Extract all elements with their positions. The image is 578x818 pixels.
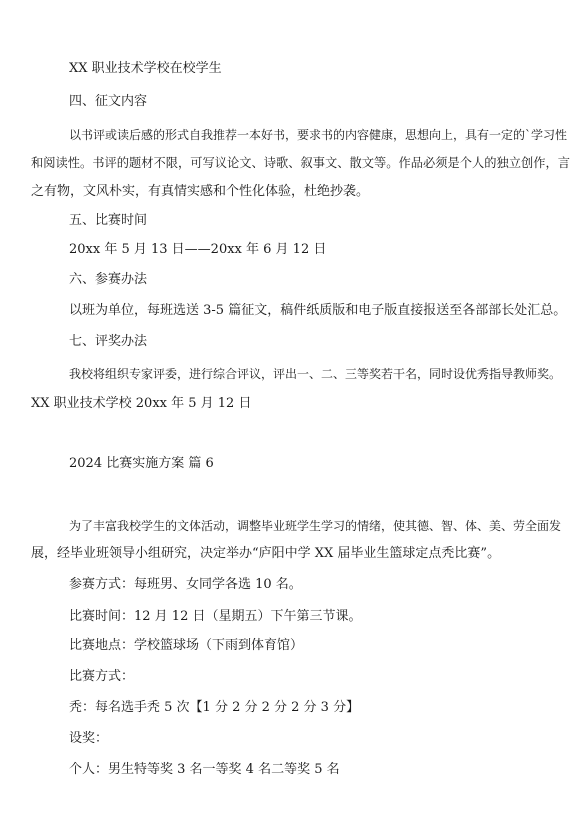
- competition-time-text: 比赛时间：12 月 12 日（星期五）下午第三节课。: [69, 609, 362, 624]
- essay-content-line-3: 之有物，文风朴实，有真情实感和个性化体验，杜绝抄袭。: [31, 184, 370, 199]
- target-participants: XX 职业技术学校在校学生: [69, 61, 222, 76]
- award-method-text: 我校将组织专家评委，进行综合评议，评出一、二、三等奖若干名，同时设优秀指导教师奖。: [69, 367, 562, 381]
- essay-content-line-2: 和阅读性。书评的题材不限，可写议论文、诗歌、叙事文、散文等。作品必须是个人的独立创作，言: [31, 156, 570, 170]
- scoring-rule-text: 秃：每名选手秃 5 次【1 分 2 分 2 分 2 分 3 分】: [69, 700, 360, 715]
- signature-date: XX 职业技术学校 20xx 年 5 月 12 日: [31, 396, 252, 411]
- heading-participation-method: 六、参赛办法: [69, 272, 148, 287]
- intro-line-2: 展，经毕业班领导小组研究，决定举办“庐阳中学 XX 届毕业生篮球定点秃比赛”。: [31, 546, 501, 561]
- participation-method-text: 以班为单位，每班选送 3-5 篇征文，稿件纸质版和电子版直接报送至各部部长处汇总。: [69, 303, 567, 318]
- heading-essay-content: 四、征文内容: [69, 94, 148, 109]
- individual-awards-text: 个人：男生特等奖 3 名一等奖 4 名二等奖 5 名: [69, 762, 340, 777]
- section-title: 2024 比赛实施方案 篇 6: [69, 456, 214, 471]
- competition-format-label: 比赛方式：: [69, 669, 135, 684]
- awards-label: 设奖：: [69, 731, 109, 746]
- heading-award-method: 七、评奖办法: [69, 334, 148, 349]
- competition-time-range: 20xx 年 5 月 13 日——20xx 年 6 月 12 日: [69, 242, 327, 257]
- essay-content-line-1: 以书评或读后感的形式自我推荐一本好书，要求书的内容健康，思想向上，具有一定的`学习性: [69, 128, 568, 142]
- heading-competition-time: 五、比赛时间: [69, 213, 148, 228]
- competition-location-text: 比赛地点：学校篮球场（下雨到体育馆）: [69, 638, 304, 653]
- intro-line-1: 为了丰富我校学生的文体活动，调整毕业班学生学习的情绪，使其德、智、体、美、劳全面发: [69, 519, 562, 533]
- participants-text: 参赛方式：每班男、女同学各选 10 名。: [69, 577, 302, 592]
